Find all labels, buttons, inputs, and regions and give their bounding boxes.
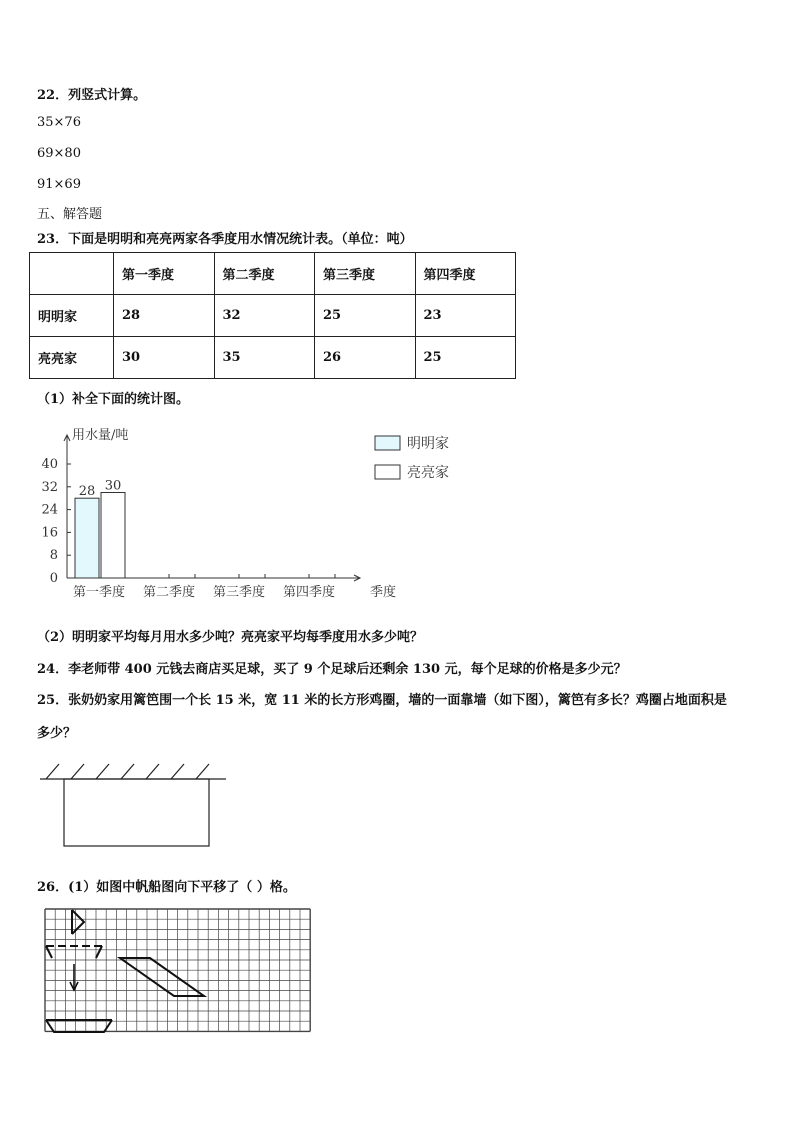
bar-data-label: 28 [78,484,96,500]
chicken-pen-diagram [40,760,240,852]
table-cell: 第二季度 [214,253,315,295]
x-tick-label: 第三季度 [212,585,266,600]
q23-part2: （2）明明家平均每月用水多少吨？亮亮家平均每季度用水多少吨？ [37,630,424,645]
legend-swatch [375,436,400,450]
legend-label: 亮亮家 [407,465,449,481]
legend-label: 明明家 [407,436,449,452]
y-tick-label: 40 [41,457,58,472]
q25-line1: 25．张奶奶家用篱笆围一个长 15 米，宽 11 米的长方形鸡圈，墙的一面靠墙（如下图），篱笆有多长？鸡圈占地面积是 [37,693,727,708]
x-axis-label: 季度 [369,585,397,600]
water-usage-bar-chart [0,420,794,610]
bar [75,498,99,578]
table-cell: 第一季度 [114,253,215,295]
table-cell: 亮亮家 [30,337,114,379]
y-tick-label: 8 [49,548,58,564]
q22-item-2: 69×80 [37,146,81,161]
y-axis-label: 用水量/吨 [72,428,129,443]
x-tick-label: 第一季度 [72,585,126,600]
boat-edge-right [96,946,102,958]
sailboat-grid [44,908,316,1036]
table-cell: 明明家 [30,295,114,337]
table-row [30,295,516,337]
section-title: 五、解答题 [37,207,103,222]
table-cell: 32 [214,295,315,337]
q26-text: 26．(1）如图中帆船图向下平移了（ ）格。 [37,880,296,895]
table-cell: 23 [415,295,516,337]
wall-hatching [46,764,209,779]
q23-title: 23．下面是明明和亮亮两家各季度用水情况统计表。（单位：吨） [37,232,413,247]
q25-line2: 多少？ [37,726,77,741]
x-tick-label: 第四季度 [282,585,336,600]
table-row [30,337,516,379]
boat-edge [46,946,52,958]
legend-swatch [375,465,400,479]
y-tick-label: 32 [41,479,58,495]
bar [101,493,125,579]
q24-text: 24．李老师带 400 元钱去商店买足球，买了 9 个足球后还剩余 130 元，每个足球的价格是多少元？ [37,662,627,677]
table-cell: 28 [114,295,215,337]
table-cell: 26 [315,337,416,379]
q23-part1: （1）补全下面的统计图。 [37,392,190,407]
upper-sail [72,910,84,934]
grid-lines [45,909,310,1031]
water-usage-table [29,252,516,379]
y-tick-label: 0 [49,571,58,586]
y-tick-label: 24 [41,502,58,518]
table-cell: 第四季度 [415,253,516,295]
sailboat-shapes [46,910,204,1032]
table-cell: 30 [114,337,215,379]
y-tick-label: 16 [41,525,58,541]
table-header-row [30,253,516,295]
table-cell: 25 [315,295,416,337]
bar-data-label: 30 [104,478,122,494]
pen-rectangle [64,779,209,846]
table-cell: 第三季度 [315,253,416,295]
table-cell [30,253,114,295]
table-cell: 35 [214,337,315,379]
chart-plot-area [41,427,449,600]
q22-title: 22．列竖式计算。 [37,88,147,103]
lower-hull [46,1020,112,1032]
q22-item-3: 91×69 [37,177,81,192]
x-tick-label: 第二季度 [142,585,196,600]
q22-item-1: 35×76 [37,115,81,130]
table-cell: 25 [415,337,516,379]
